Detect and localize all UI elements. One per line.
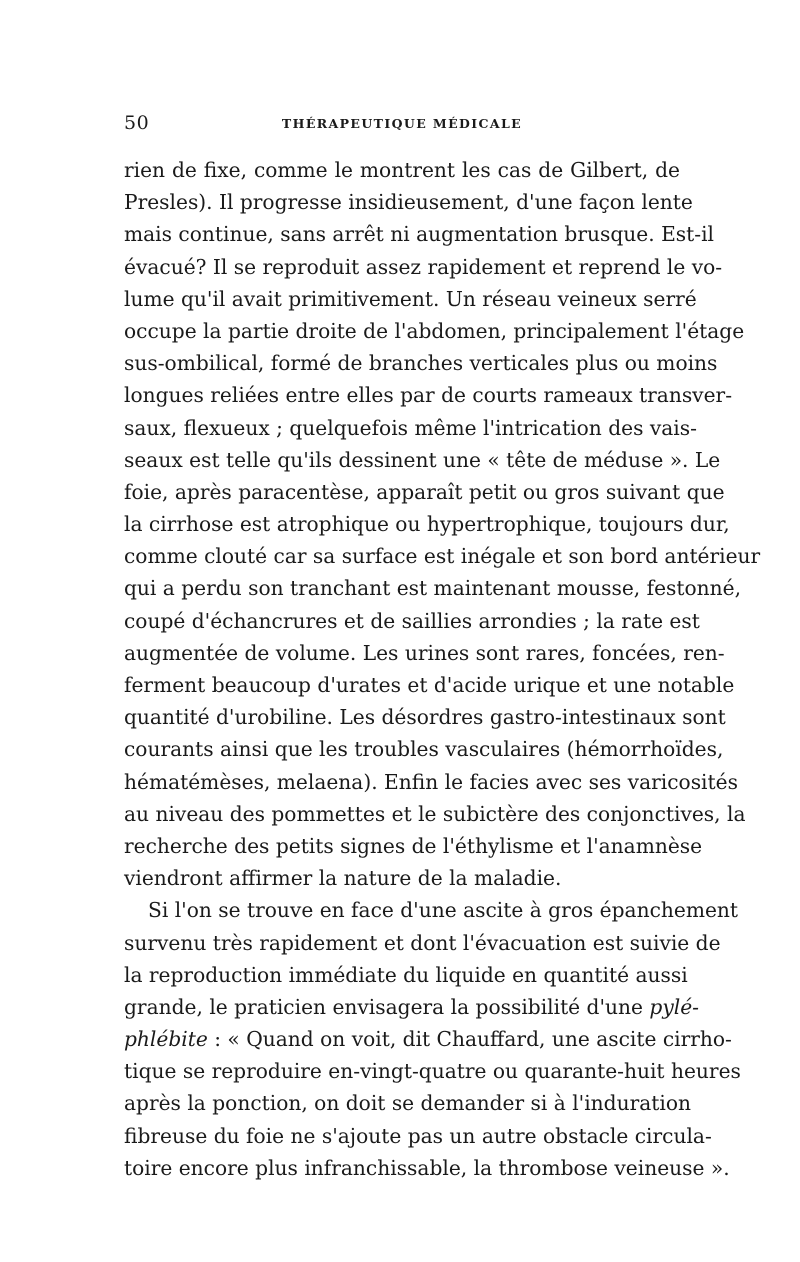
- italic-term: phlébite: [124, 1027, 208, 1052]
- text-line: la reproduction immédiate du liquide en quantité aussi: [124, 962, 688, 987]
- text-segment: grande, le praticien envisagera la possibilité d'une: [124, 994, 643, 1019]
- text-line: hématémèses, melaena). Enfin le facies avec ses varicosités: [124, 769, 738, 794]
- page-header: [124, 112, 680, 142]
- text-line: tique se reproduire en-vingt-quatre ou quarante-huit heures: [124, 1059, 741, 1084]
- text-line: comme clouté car sa surface est inégale et son bord antérieur: [124, 544, 761, 569]
- text-line: [124, 1023, 732, 1055]
- text-line: quantité d'urobiline. Les désordres gastro-intestinaux sont: [124, 705, 726, 730]
- text-line: qui a perdu son tranchant est maintenant mousse, festonné,: [124, 576, 742, 601]
- text-line: évacué? Il se reproduit assez rapidement et reprend le vo-: [124, 254, 723, 279]
- text-line: toire encore plus infranchissable, la thrombose veineuse ».: [124, 1155, 730, 1180]
- text-line: ferment beaucoup d'urates et d'acide urique et une notable: [124, 673, 735, 697]
- body-text: [124, 154, 761, 1184]
- text-line: viendront affirmer la nature de la maladie.: [124, 866, 562, 891]
- text-line: rien de fixe, comme le montrent les cas de Gilbert, de: [124, 158, 680, 182]
- text-line: après la ponction, on doit se demander si à l'induration: [124, 1091, 692, 1116]
- text-line: sus-ombilical, formé de branches verticales plus ou moins: [124, 351, 718, 376]
- text-line: occupe la partie droite de l'abdomen, principalement l'étage: [124, 318, 745, 343]
- page-number: 50: [124, 112, 150, 134]
- text-line: Si l'on se trouve en face d'une ascite à gros épanchement: [148, 898, 739, 923]
- text-line: seaux est telle qu'ils dessinent une « tête de méduse ». Le: [124, 447, 721, 472]
- text-line: [124, 991, 699, 1023]
- text-line: lume qu'il avait primitivement. Un réseau veineux serré: [124, 286, 697, 311]
- text-line: au niveau des pommettes et le subictère des conjonctives, la: [124, 801, 746, 826]
- text-line: saux, flexueux ; quelquefois même l'intrication des vais-: [124, 415, 697, 440]
- text-line: coupé d'échancrures et de saillies arrondies ; la rate est: [124, 608, 700, 633]
- text-line: survenu très rapidement et dont l'évacuation est suivie de: [124, 930, 721, 955]
- text-line: courants ainsi que les troubles vasculaires (hémorrhoïdes,: [124, 737, 724, 762]
- text-line: longues reliées entre elles par de courts rameaux transver-: [124, 383, 733, 408]
- text-line: augmentée de volume. Les urines sont rares, foncées, ren-: [124, 640, 725, 665]
- text-line: la cirrhose est atrophique ou hypertrophique, toujours dur,: [124, 512, 730, 537]
- text-segment: : « Quand on voit, dit Chauffard, une ascite cirrho-: [214, 1027, 732, 1052]
- text-line: fibreuse du foie ne s'ajoute pas un autre obstacle circula-: [124, 1123, 712, 1148]
- italic-term: pylé-: [649, 994, 699, 1019]
- text-line: recherche des petits signes de l'éthylisme et l'anamnèse: [124, 833, 703, 858]
- text-line: Presles). Il progresse insidieusement, d'une façon lente: [124, 190, 693, 215]
- text-line: foie, après paracentèse, apparaît petit ou gros suivant que: [124, 479, 725, 504]
- running-title: THÉRAPEUTIQUE MÉDICALE: [281, 116, 523, 131]
- text-line: mais continue, sans arrêt ni augmentation brusque. Est-il: [124, 222, 715, 247]
